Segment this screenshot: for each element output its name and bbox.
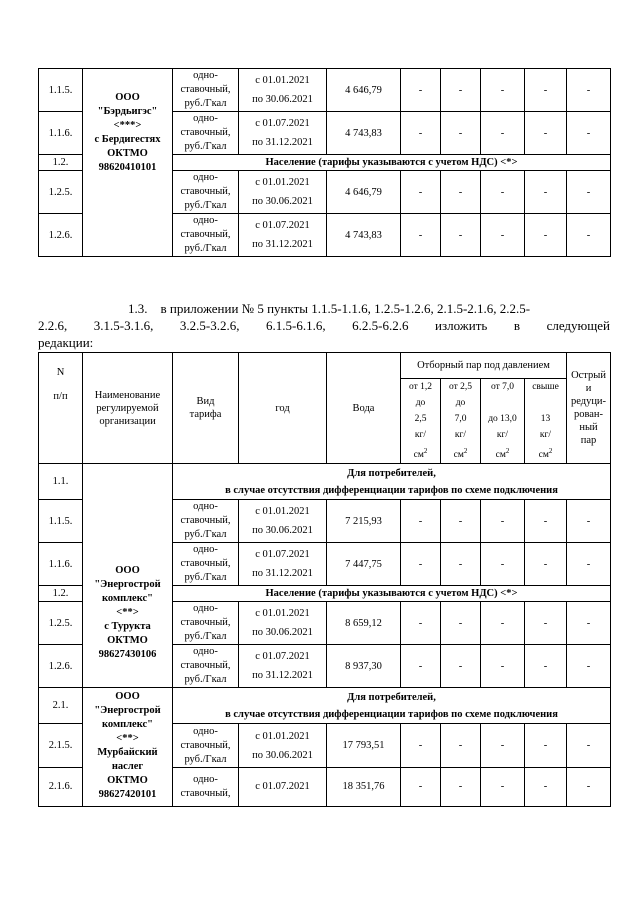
period-line: по 31.12.2021 [252,137,313,148]
header-line: Вид [196,396,215,408]
header-line: кг/ [414,430,427,440]
period-line: с 01.07.2021 [255,118,310,129]
period-line: по 30.06.2021 [252,196,313,207]
section-header-line: Для потребителей, [347,691,436,703]
tariff-type-line: ставочный, [180,515,231,527]
section-header: Население (тарифы указываются с учетом НДС) <*> [173,586,611,602]
steam-value: - [567,767,611,806]
unit-text: см [453,450,464,461]
section-header-line: в случае отсутствия дифференциации тарифов по схеме подключения [225,708,558,720]
header-line: Наименование [94,389,161,401]
org-line: ОКТМО [107,635,148,647]
col-header-steam-range [525,379,567,464]
water-value: 4 646,79 [327,69,401,112]
org-line: 98620410101 [98,162,157,173]
header-line: 7,0 [454,414,467,424]
period-line: по 30.06.2021 [252,525,313,537]
org-line: <**> [116,733,139,745]
period-line: с 01.01.2021 [255,506,310,518]
header-line: ный [579,422,598,434]
steam-value: - [567,69,611,112]
org-line: <**> [116,607,139,619]
tariff-type-line: ставочный, [180,787,231,799]
steam-value: - [441,112,481,155]
steam-value: - [441,724,481,767]
steam-value: - [481,602,525,645]
steam-value: - [525,214,567,257]
row-number: 2.1. [39,688,83,724]
row-number: 1.2. [39,155,83,171]
tariff-type-line: ставочный, [180,229,231,240]
tariff-type-line: руб./Гкал [184,631,227,643]
header-line: рован- [573,409,604,421]
section-header-line: Для потребителей, [347,467,436,479]
period-line: по 30.06.2021 [252,749,313,761]
tariff-type-line: ставочный, [180,186,231,197]
steam-value: - [525,500,567,543]
header-line: до [455,398,466,408]
period-line: с 01.01.2021 [255,75,310,86]
header-line: N [56,367,65,378]
steam-value: - [567,214,611,257]
tariff-type [173,724,239,767]
row-number: 1.2.6. [39,645,83,688]
steam-value: - [525,724,567,767]
header-line: и [585,383,592,395]
header-line: пар [580,435,597,447]
period [239,214,327,257]
steam-value: - [441,69,481,112]
row-number: 1.1.5. [39,69,83,112]
tariff-type-line: руб./Гкал [184,529,227,541]
water-value: 7 215,93 [327,500,401,543]
period-line: по 31.12.2021 [252,670,313,682]
steam-value: - [567,500,611,543]
water-value: 4 743,83 [327,112,401,155]
steam-value: - [481,543,525,586]
tariff-type [173,171,239,214]
col-header-year: год [239,353,327,464]
period-line: с 01.07.2021 [255,781,310,793]
tariff-type-line: ставочный, [180,617,231,629]
paragraph-1-3 [38,300,610,351]
header-line: до [415,398,426,408]
tariff-type-line: одно- [193,70,218,81]
table-row [39,688,611,724]
water-value: 4 646,79 [327,171,401,214]
tariff-type [173,767,239,806]
org-line: ОКТМО [107,775,148,787]
steam-value: - [401,645,441,688]
tariff-type [173,602,239,645]
col-header-steam-range [441,379,481,464]
col-header-sharp-steam [567,353,611,464]
header-line: кг/ [496,430,509,440]
steam-value: - [401,767,441,806]
steam-value: - [481,767,525,806]
water-value: 7 447,75 [327,543,401,586]
section-header: Население (тарифы указываются с учетом НДС) <*> [173,155,611,171]
period [239,112,327,155]
steam-value: - [481,724,525,767]
org-line: комплекс" [102,719,153,731]
section-header-line: в случае отсутствия дифференциации тарифов по схеме подключения [225,484,558,496]
steam-value: - [441,767,481,806]
org-line: <***> [113,120,142,131]
header-row [39,353,611,379]
header-line: 2,5 [414,414,427,424]
period [239,543,327,586]
period-line: с 01.01.2021 [255,608,310,620]
steam-value: - [525,543,567,586]
unit-text: см [495,450,506,461]
period-line: по 30.06.2021 [252,94,313,105]
tariff-type-line: одно- [193,725,218,737]
steam-value: - [567,645,611,688]
org-line: 98627430106 [98,649,157,661]
org-line: "Бэрдьигэс" [97,106,158,117]
water-value: 8 937,30 [327,645,401,688]
tariff-type-line: руб./Гкал [184,243,227,254]
org-line: 98627420101 [98,789,157,801]
org-name [83,688,173,807]
tariff-type-line: руб./Гкал [184,674,227,686]
paragraph-line-2: 2.2.6, 3.1.5-3.1.6, 3.2.5-3.2.6, 6.1.5-6.1.6, 6.2.5-6.2.6 изложить в следующей [38,318,610,333]
row-number: 2.1.6. [39,767,83,806]
row-number: 1.1.6. [39,112,83,155]
water-value: 17 793,51 [327,724,401,767]
tariff-type-line: ставочный, [180,660,231,672]
period-line: с 01.07.2021 [255,651,310,663]
steam-value: - [525,69,567,112]
row-number: 1.2. [39,586,83,602]
steam-value: - [481,645,525,688]
period-line: по 30.06.2021 [252,627,313,639]
row-number: 1.1. [39,464,83,500]
unit-exponent: 2 [423,447,428,455]
header-line [481,395,524,411]
steam-value: - [441,645,481,688]
water-value: 4 743,83 [327,214,401,257]
tariff-type-line: одно- [193,501,218,513]
header-line: от 7,0 [490,382,515,392]
org-name [83,464,173,688]
steam-value: - [441,602,481,645]
tariff-type-line: ставочный, [180,558,231,570]
header-line: кг/ [539,430,552,440]
header-line: кг/ [454,430,467,440]
org-line: наслег [111,761,144,773]
steam-value: - [441,171,481,214]
steam-value: - [481,500,525,543]
col-header-steam-group: Отборный пар под давлением [401,353,567,379]
period [239,171,327,214]
steam-value: - [401,724,441,767]
unit-exponent: 2 [548,447,553,455]
tariff-type-line: ставочный, [180,127,231,138]
steam-value: - [401,602,441,645]
water-value: 18 351,76 [327,767,401,806]
header-line [525,395,566,411]
steam-value: - [401,69,441,112]
org-line: ООО [115,565,140,577]
tariff-type-line: одно- [193,773,218,785]
header-line: редуци- [570,396,607,408]
org-line: ОКТМО [107,148,148,159]
tariff-type [173,645,239,688]
section-header [173,464,611,500]
steam-value: - [567,543,611,586]
tariff-type [173,112,239,155]
header-line: организации [99,415,156,427]
steam-value: - [525,602,567,645]
row-number: 1.2.6. [39,214,83,257]
steam-value: - [481,69,525,112]
tariff-type-line: одно- [193,172,218,183]
tariff-table-1 [38,68,611,257]
header-line: от 2,5 [448,382,473,392]
col-header-water: Вода [327,353,401,464]
period-line: с 01.01.2021 [255,177,310,188]
steam-value: - [401,112,441,155]
tariff-type-line: руб./Гкал [184,141,227,152]
row-number: 1.2.5. [39,602,83,645]
header-line [441,443,480,463]
tariff-type [173,69,239,112]
tariff-type [173,214,239,257]
col-header-number [39,353,83,464]
header-line: от 1,2 [408,382,433,392]
org-line: ООО [115,691,140,703]
header-line [481,443,524,463]
period-line: с 01.07.2021 [255,549,310,561]
org-line: с Турукта [104,621,151,633]
tariff-type-line: руб./Гкал [184,98,227,109]
paragraph-number: 1.3. [128,301,148,316]
period [239,724,327,767]
header-line [525,443,566,463]
org-line: ООО [115,92,140,103]
header-line [401,443,440,463]
steam-value: - [567,112,611,155]
water-value: 8 659,12 [327,602,401,645]
tariff-type-line: руб./Гкал [184,753,227,765]
tariff-type-line: одно- [193,113,218,124]
steam-value: - [567,171,611,214]
org-name [83,69,173,257]
steam-value: - [567,602,611,645]
row-number: 1.1.6. [39,543,83,586]
period [239,602,327,645]
col-header-steam-range [481,379,525,464]
header-line: регулируемой [96,402,159,414]
steam-value: - [401,500,441,543]
period [239,767,327,806]
paragraph-line-1: в приложении № 5 пункты 1.1.5-1.1.6, 1.2.5-1.2.6, 2.1.5-2.1.6, 2.2.5- [160,301,531,316]
table-row [39,464,611,500]
tariff-type-line: одно- [193,215,218,226]
tariff-type-line: одно- [193,603,218,615]
steam-value: - [401,543,441,586]
header-line: свыше [532,382,559,392]
tariff-table-2 [38,352,611,807]
section-header [173,688,611,724]
org-line: "Энергострой [94,579,161,591]
steam-value: - [567,724,611,767]
col-header-type [173,353,239,464]
tariff-type-line: одно- [193,646,218,658]
tariff-type-line: ставочный, [180,84,231,95]
header-line: п/п [53,391,68,402]
steam-value: - [401,214,441,257]
tariff-type-line: ставочный, [180,739,231,751]
unit-exponent: 2 [463,447,468,455]
org-line: "Энергострой [94,705,161,717]
steam-value: - [525,171,567,214]
period-line: с 01.07.2021 [255,220,310,231]
header-line: до 13,0 [488,414,517,424]
steam-value: - [441,543,481,586]
tariff-type [173,543,239,586]
period-line: с 01.01.2021 [255,730,310,742]
steam-value: - [481,171,525,214]
unit-text: см [538,450,549,461]
unit-text: см [413,450,424,461]
header-line: 13 [540,414,551,424]
period-line: по 31.12.2021 [252,239,313,250]
steam-value: - [481,214,525,257]
steam-value: - [525,767,567,806]
steam-value: - [525,645,567,688]
row-number: 1.2.5. [39,171,83,214]
tariff-type-line: одно- [193,544,218,556]
steam-value: - [401,171,441,214]
steam-value: - [525,112,567,155]
header-line: Острый [571,370,606,382]
org-line: комплекс" [102,593,153,605]
steam-value: - [441,500,481,543]
row-number: 2.1.5. [39,724,83,767]
table-row [39,69,611,112]
col-header-org [83,353,173,464]
steam-value: - [481,112,525,155]
period [239,69,327,112]
tariff-type-line: руб./Гкал [184,200,227,211]
org-line: Мурбайский [97,747,158,759]
tariff-type [173,500,239,543]
period [239,645,327,688]
steam-value: - [441,214,481,257]
period-line: по 31.12.2021 [252,568,313,580]
tariff-type-line: руб./Гкал [184,572,227,584]
row-number: 1.1.5. [39,500,83,543]
header-line: тарифа [189,409,222,421]
paragraph-line-3: редакции: [38,335,94,350]
col-header-steam-range [401,379,441,464]
org-line: с Бердигестях [94,134,161,145]
period [239,500,327,543]
unit-exponent: 2 [505,447,510,455]
